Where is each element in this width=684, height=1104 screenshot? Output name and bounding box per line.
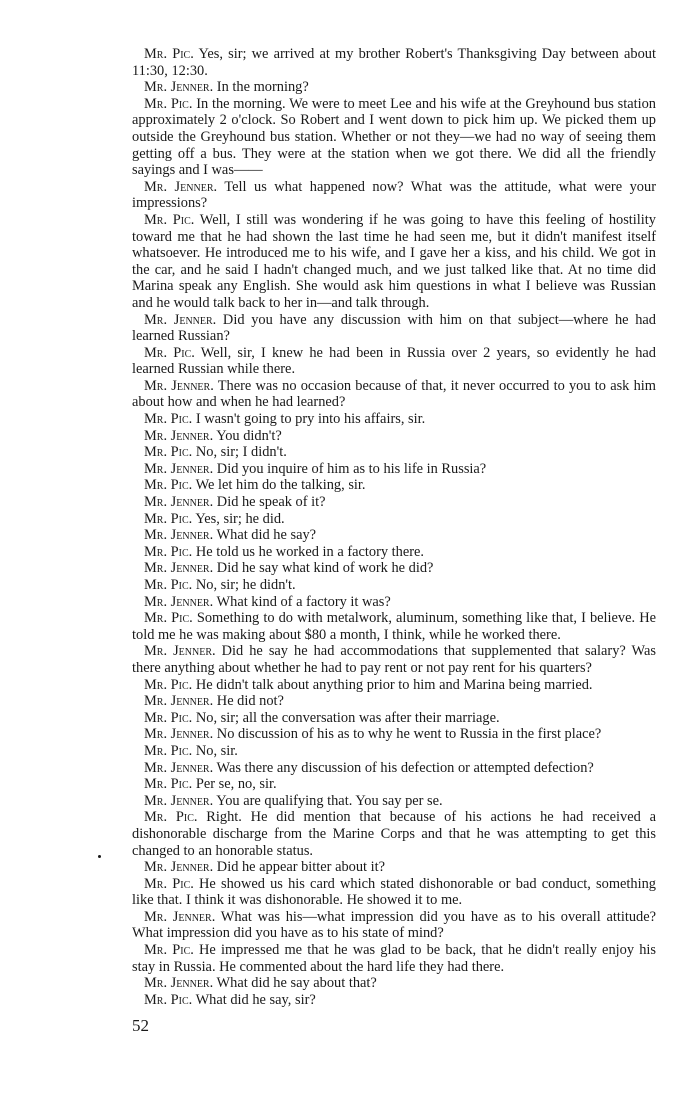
speaker-name: Mr. Jenner.	[144, 908, 216, 925]
testimony-paragraph	[132, 411, 656, 428]
speech-text: Did he speak of it?	[213, 494, 326, 511]
speaker-name: Mr. Pic.	[144, 344, 195, 361]
testimony-paragraph	[132, 760, 656, 777]
speech-text: I wasn't going to pry into his affairs, sir.	[192, 411, 426, 428]
testimony-paragraph	[132, 577, 656, 594]
speaker-name: Mr. Jenner.	[144, 643, 216, 660]
speaker-name: Mr. Pic.	[144, 610, 193, 627]
testimony-paragraph	[132, 345, 656, 378]
speech-text: In the morning. We were to meet Lee and his wife at the Greyhound bus station approximately 2 o'clock. So Robert and I went down to pick him up. We picked them up outside the Greyhound bus station. Whether or not they—we had no way of seeing them getting off a bus. They were at the station when we got there. We did all the friendly sayings and I was——	[132, 95, 657, 179]
testimony-paragraph	[132, 909, 656, 942]
speaker-name: Mr. Jenner.	[144, 79, 214, 96]
speaker-name: Mr. Jenner.	[144, 693, 214, 710]
speaker-name: Mr. Pic.	[144, 875, 194, 892]
speech-text: You didn't?	[213, 427, 282, 444]
speech-text: What was his—what impression did you have as to his overall attitude? What impression did you have as to his state of mind?	[132, 908, 656, 942]
testimony-paragraph	[132, 710, 656, 727]
speaker-name: Mr. Jenner.	[144, 792, 214, 809]
testimony-paragraph	[132, 179, 656, 212]
speech-text: No, sir; all the conversation was after their marriage.	[192, 709, 500, 726]
speech-text: He told us he worked in a factory there.	[192, 543, 425, 560]
speech-text: Did you have any discussion with him on that subject—where he had learned Russian?	[132, 311, 656, 345]
speaker-name: Mr. Jenner.	[144, 427, 214, 444]
speech-text: Tell us what happened now? What was the attitude, what were your impressions?	[132, 178, 656, 212]
speech-text: Something to do with metalwork, aluminum, something like that, I believe. He told me he was making about $80 a month, I think, while he worked there.	[132, 610, 656, 643]
speech-text: Was there any discussion of his defection or attempted defection?	[213, 759, 594, 776]
testimony-paragraph	[132, 677, 656, 694]
speaker-name: Mr. Pic.	[144, 742, 193, 759]
testimony-paragraph	[132, 96, 656, 179]
speech-text: No, sir; I didn't.	[192, 444, 287, 461]
testimony-paragraph	[132, 560, 656, 577]
testimony-paragraph	[132, 776, 656, 793]
speech-text: You are qualifying that. You say per se.	[213, 792, 443, 809]
testimony-paragraph	[132, 726, 656, 743]
speaker-name: Mr. Jenner.	[144, 494, 214, 511]
testimony-paragraph	[132, 594, 656, 611]
testimony-paragraph	[132, 859, 656, 876]
speaker-name: Mr. Pic.	[144, 776, 193, 793]
speech-text: What did he say about that?	[213, 975, 377, 992]
page-number: 52	[132, 1016, 149, 1035]
speech-text: Did he say he had accommodations that supplemented that salary? Was there anything about whether he had to pay rent or not pay rent for his quarters?	[132, 643, 656, 676]
testimony-paragraph	[132, 942, 656, 975]
speaker-name: Mr. Jenner.	[144, 460, 214, 477]
testimony-paragraph	[132, 544, 656, 561]
speech-text: What did he say, sir?	[192, 991, 316, 1008]
speaker-name: Mr. Pic.	[144, 411, 193, 428]
testimony-paragraph	[132, 975, 656, 992]
speech-text: He impressed me that he was glad to be back, that he didn't really enjoy his stay in Russia. He commented about the hard life they had there.	[132, 942, 656, 975]
testimony-paragraph	[132, 477, 656, 494]
speech-text: Per se, no, sir.	[192, 776, 277, 793]
speech-text: He did not?	[213, 693, 284, 710]
speech-text: Yes, sir; he did.	[192, 510, 285, 527]
margin-mark	[98, 855, 101, 858]
speaker-name: Mr. Jenner.	[144, 527, 214, 544]
testimony-paragraph	[132, 494, 656, 511]
speaker-name: Mr. Pic.	[144, 709, 193, 726]
speaker-name: Mr. Pic.	[144, 510, 193, 527]
speech-text: What kind of a factory it was?	[213, 593, 391, 610]
testimony-paragraph	[132, 693, 656, 710]
speech-text: Did he appear bitter about it?	[213, 859, 386, 876]
speaker-name: Mr. Pic.	[144, 577, 193, 593]
testimony-paragraph	[132, 643, 656, 676]
testimony-paragraph	[132, 378, 656, 411]
testimony-paragraph	[132, 743, 656, 760]
speaker-name: Mr. Jenner.	[144, 377, 214, 394]
speech-text: Right. He did mention that because of his actions he had received a dishonorable discharge from the Marine Corps and that he was attempting to get this changed to an honorable status.	[132, 809, 657, 859]
testimony-paragraph	[132, 444, 656, 461]
speaker-name: Mr. Jenner.	[144, 759, 214, 776]
testimony-paragraph	[132, 212, 656, 312]
testimony-paragraph	[132, 992, 656, 1009]
speaker-name: Mr. Pic.	[144, 46, 194, 62]
speech-text: Well, I still was wondering if he was going to have this feeling of hostility toward me that he had shown the last time he had seen me, but it didn't manifest itself whatsoever. He introduced me to his wife, and I gave her a kiss, and his child. We got in the car, and he said I hadn't changed much, and we just talked like that. At no time did Marina speak any English. She would ask him questions in what I believe was Russian and he would talk back to her in—and talk through.	[132, 211, 656, 311]
speech-text: He showed us his card which stated dishonorable or bad conduct, something like that. I think it was dishonorable. He showed it to me.	[132, 875, 656, 909]
speech-text: There was no occasion because of that, it never occurred to you to ask him about how and when he had learned?	[132, 377, 656, 411]
speech-text: No, sir.	[192, 742, 238, 759]
speech-text: Did he say what kind of work he did?	[213, 560, 434, 577]
speech-text: What did he say?	[213, 527, 317, 544]
speaker-name: Mr. Pic.	[144, 95, 193, 112]
testimony-paragraph	[132, 511, 656, 528]
speech-text: Did you inquire of him as to his life in Russia?	[213, 460, 487, 477]
speaker-name: Mr. Pic.	[144, 543, 193, 560]
speaker-name: Mr. Jenner.	[144, 726, 214, 743]
testimony-paragraph	[132, 610, 656, 643]
speech-text: In the morning?	[213, 79, 309, 96]
speech-text: Well, sir, I knew he had been in Russia over 2 years, so evidently he had learned Russian while there.	[132, 344, 656, 378]
testimony-paragraph	[132, 527, 656, 544]
speaker-name: Mr. Jenner.	[144, 593, 214, 610]
speaker-name: Mr. Jenner.	[144, 975, 214, 992]
speaker-name: Mr. Pic.	[144, 211, 195, 228]
speaker-name: Mr. Jenner.	[144, 560, 214, 577]
testimony-paragraph	[132, 793, 656, 810]
speaker-name: Mr. Pic.	[144, 942, 194, 959]
speech-text: We let him do the talking, sir.	[192, 477, 366, 494]
speaker-name: Mr. Pic.	[144, 991, 193, 1008]
testimony-paragraph	[132, 428, 656, 445]
speaker-name: Mr. Pic.	[144, 444, 193, 461]
speech-text: No, sir; he didn't.	[192, 577, 296, 593]
speaker-name: Mr. Pic.	[144, 676, 193, 693]
speaker-name: Mr. Pic.	[144, 477, 193, 494]
testimony-paragraph	[132, 809, 656, 859]
testimony-paragraph	[132, 79, 656, 96]
testimony-transcript	[132, 46, 656, 1008]
speaker-name: Mr. Jenner.	[144, 859, 214, 876]
speaker-name: Mr. Pic.	[144, 809, 198, 826]
testimony-paragraph	[132, 46, 656, 79]
testimony-paragraph	[132, 876, 656, 909]
speaker-name: Mr. Jenner.	[144, 311, 217, 328]
testimony-paragraph	[132, 461, 656, 478]
testimony-paragraph	[132, 312, 656, 345]
speaker-name: Mr. Jenner.	[144, 178, 218, 195]
speech-text: He didn't talk about anything prior to him and Marina being married.	[192, 676, 593, 693]
speech-text: Yes, sir; we arrived at my brother Robert's Thanksgiving Day between about 11:30, 12:30.	[132, 46, 656, 79]
speech-text: No discussion of his as to why he went to Russia in the first place?	[213, 726, 602, 743]
